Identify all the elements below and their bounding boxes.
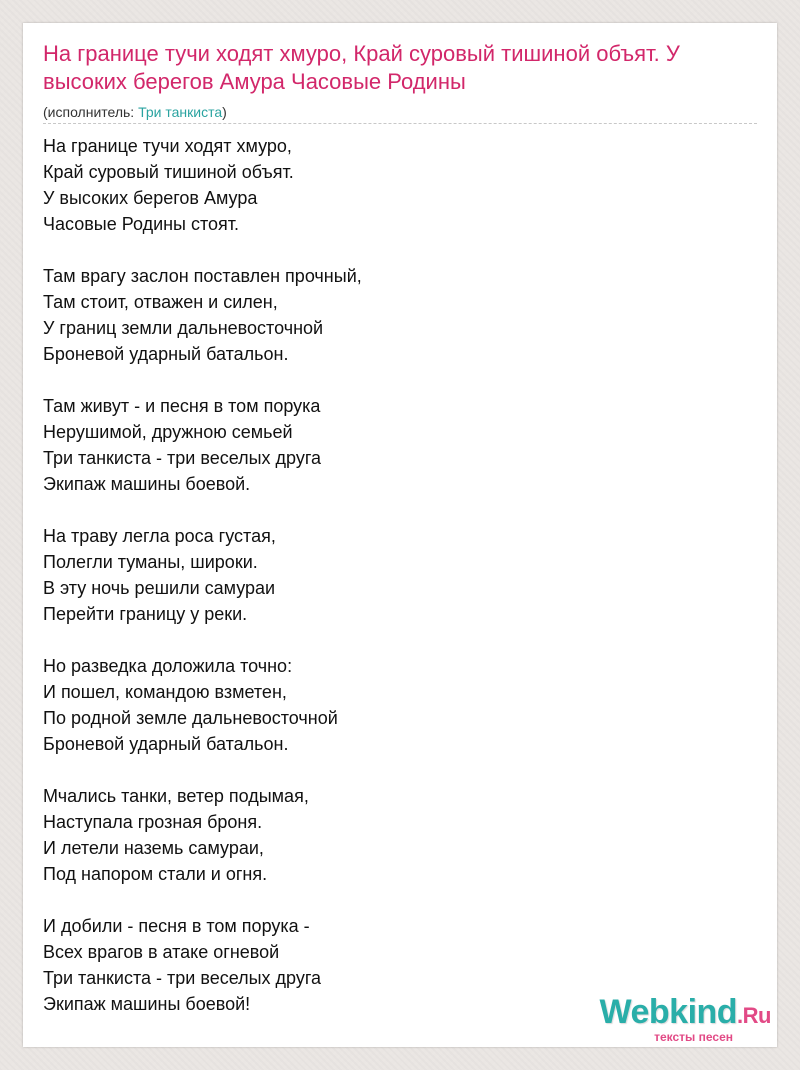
lyrics-line: Всех врагов в атаке огневой — [43, 942, 280, 962]
song-title: На границе тучи ходят хмуро, Край суровый тишиной объят. У высоких берегов Амура Часовые Родины — [43, 41, 680, 94]
lyrics-line: Перейти границу у реки. — [43, 604, 248, 624]
logo-tagline: тексты песен — [654, 1030, 733, 1044]
lyrics-body — [43, 133, 743, 1043]
lyrics-line: Нерушимой, дружною семьей — [43, 422, 293, 442]
lyrics-stanza — [43, 523, 743, 627]
lyrics-line: Три танкиста - три веселых друга — [43, 968, 322, 988]
lyrics-line: Но разведка доложила точно: — [43, 656, 293, 676]
lyrics-line: По родной земле дальневосточной — [43, 708, 338, 728]
lyrics-line: Броневой ударный батальон. — [43, 344, 289, 364]
lyrics-line: Три танкиста - три веселых друга — [43, 448, 322, 468]
lyrics-line: Край суровый тишиной объят. — [43, 162, 294, 182]
lyrics-line: И добили - песня в том порука - — [43, 916, 310, 936]
lyrics-line: В эту ночь решили самураи — [43, 578, 276, 598]
site-logo[interactable] — [600, 995, 772, 1043]
lyrics-card — [23, 23, 777, 1047]
lyrics-line: Экипаж машины боевой! — [43, 994, 251, 1014]
lyrics-stanza — [43, 393, 743, 497]
lyrics-line: Там живут - и песня в том порука — [43, 396, 321, 416]
lyrics-line: Там стоит, отважен и силен, — [43, 292, 278, 312]
lyrics-line: У высоких берегов Амура — [43, 188, 258, 208]
artist-prefix: (исполнитель: — [43, 104, 139, 120]
logo-name: Webkind — [599, 993, 738, 1031]
artist-line — [43, 103, 227, 121]
divider — [43, 123, 757, 124]
lyrics-stanza — [43, 783, 743, 887]
lyrics-line: У границ земли дальневосточной — [43, 318, 324, 338]
lyrics-line: На границе тучи ходят хмуро, — [43, 136, 292, 156]
lyrics-line: Мчались танки, ветер подымая, — [43, 786, 309, 806]
artist-link[interactable]: Три танкиста — [138, 104, 223, 120]
lyrics-line: На траву легла роса густая, — [43, 526, 276, 546]
lyrics-line: Часовые Родины стоят. — [43, 214, 240, 234]
lyrics-line: Наступала грозная броня. — [43, 812, 263, 832]
lyrics-line: И пошел, командою взметен, — [43, 682, 287, 702]
lyrics-line: И летели наземь самураи, — [43, 838, 264, 858]
lyrics-line: Броневой ударный батальон. — [43, 734, 289, 754]
artist-suffix: ) — [222, 104, 227, 120]
lyrics-line: Полегли туманы, широки. — [43, 552, 258, 572]
lyrics-line: Экипаж машины боевой. — [43, 474, 251, 494]
lyrics-stanza — [43, 133, 743, 237]
lyrics-line: Под напором стали и огня. — [43, 864, 268, 884]
lyrics-line: Там врагу заслон поставлен прочный, — [43, 266, 362, 286]
logo-tld: .Ru — [737, 1003, 771, 1028]
lyrics-stanza — [43, 653, 743, 757]
lyrics-stanza — [43, 263, 743, 367]
